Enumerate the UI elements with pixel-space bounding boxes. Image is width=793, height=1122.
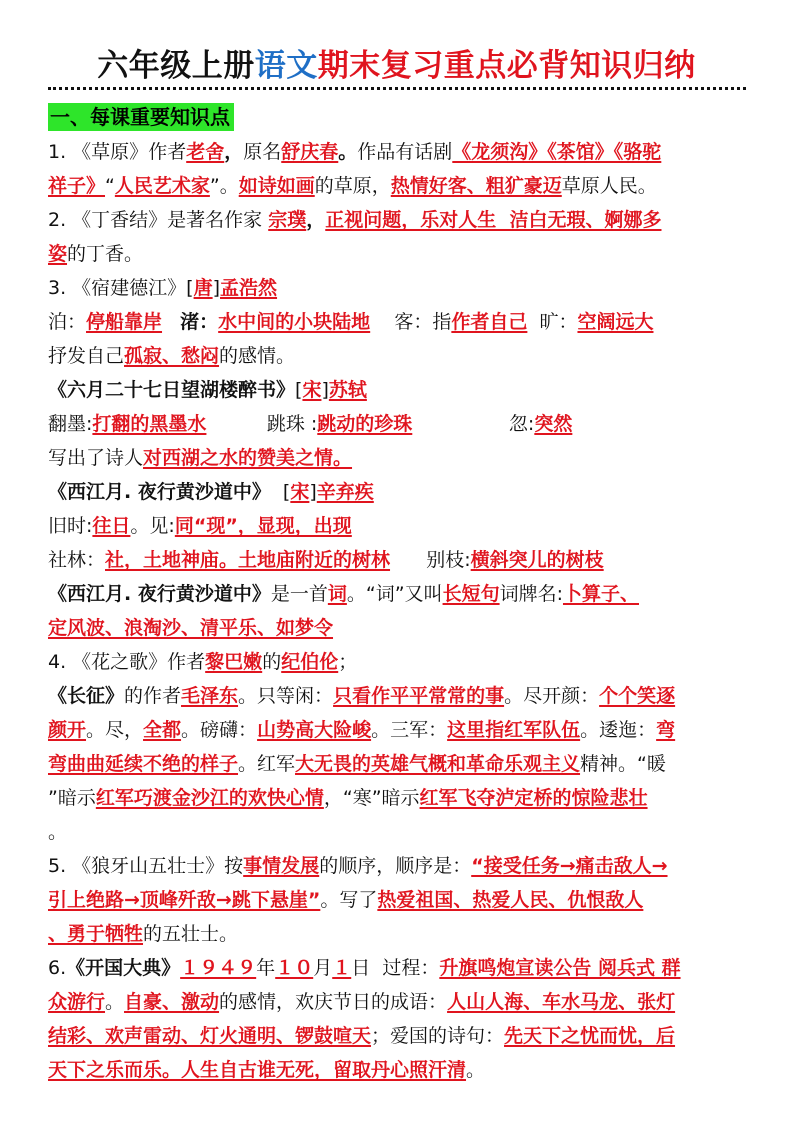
- body-text: 2. 《丁香结》是著名作家: [48, 209, 269, 231]
- answer-text: 人民艺术家: [114, 175, 210, 197]
- text-line: [48, 271, 746, 305]
- text-line: [48, 679, 746, 713]
- body-text: 的五壮士。: [143, 923, 239, 945]
- body-text: 写出了诗人: [48, 447, 144, 469]
- answer-text: 毛泽东: [181, 685, 239, 707]
- bold-text: 《西江月. 夜行黄沙道中》: [48, 481, 271, 503]
- body-text: [: [270, 481, 291, 503]
- body-text: 。写了: [320, 889, 378, 911]
- body-text: [: [295, 379, 303, 401]
- bold-text: 《六月二十七日望湖楼醉书》: [48, 379, 296, 401]
- body-text: 5. 《狼牙山五壮士》按: [48, 855, 244, 877]
- text-line: [48, 883, 746, 917]
- text-line: [48, 475, 746, 509]
- body-text: 的丁香。: [67, 243, 144, 265]
- answer-text: 大无畏的英雄气概和革命乐观主义: [295, 753, 581, 775]
- answer-text: 弯: [656, 719, 676, 741]
- bold-text: 《开国大典》: [66, 957, 181, 979]
- body-text: 的: [262, 651, 282, 673]
- title-part1: 六年级上册: [97, 48, 255, 84]
- body-text: 。磅礴：: [181, 719, 258, 741]
- bold-text: 《西江月. 夜行黄沙道中》: [48, 583, 271, 605]
- answer-text: １: [332, 957, 352, 979]
- text-line: [48, 713, 746, 747]
- text-line: [48, 951, 746, 985]
- answer-text: 如诗如画: [238, 175, 315, 197]
- text-line: [48, 203, 746, 237]
- title-part2: 语文: [254, 48, 318, 84]
- body-text: 忽:: [412, 413, 535, 435]
- body-text: 旷：: [527, 311, 578, 333]
- text-line: [48, 441, 746, 475]
- text-line: [48, 1053, 746, 1087]
- text-line: [48, 407, 746, 441]
- body-text: 日 过程：: [351, 957, 440, 979]
- answer-text: 宋: [290, 481, 310, 503]
- answer-text: 颜开: [48, 719, 87, 741]
- body-text: ]: [309, 481, 317, 503]
- answer-text: 山势高大险峻: [257, 719, 372, 741]
- answer-text: 正视问题，乐对人生 洁白无瑕、婀娜多: [325, 209, 662, 231]
- body-text: 。: [48, 821, 68, 843]
- text-line: [48, 339, 746, 373]
- body-text: 社林：: [48, 549, 106, 571]
- answer-text: 社，土地神庙。土地庙附近的树林: [105, 549, 391, 571]
- text-line: [48, 611, 746, 645]
- answer-text: 姿: [48, 243, 68, 265]
- answer-text: 全都: [143, 719, 182, 741]
- body-text: [162, 311, 180, 333]
- body-text: 作品有话剧: [357, 141, 453, 163]
- text-line: [48, 917, 746, 951]
- body-text: ”暗示: [48, 787, 96, 809]
- answer-text: 跳动的珍珠: [317, 413, 413, 435]
- text-line: [48, 985, 746, 1019]
- answer-text: 停船靠岸: [86, 311, 163, 333]
- section-heading: 一、每课重要知识点: [48, 103, 234, 131]
- answer-text: 横斜突儿的树枝: [470, 549, 604, 571]
- body-text: 3. 《宿建德江》[: [48, 277, 194, 299]
- answer-text: 孤寂、愁闷: [124, 345, 220, 367]
- body-text: 。逶迤：: [580, 719, 657, 741]
- body-text: 的感情，欢庆节日的成语：: [219, 991, 448, 1013]
- answer-text: 宋: [302, 379, 322, 401]
- answer-text: 作者自己: [451, 311, 528, 333]
- body-text: 月: [313, 957, 333, 979]
- answer-text: 空阔远大: [577, 311, 654, 333]
- answer-text: １９４９: [180, 957, 257, 979]
- answer-text: 引上绝路→顶峰歼敌→跳下悬崖”: [48, 889, 321, 911]
- answer-text: 宗璞: [268, 209, 307, 231]
- text-line: [48, 135, 746, 169]
- body-text: 4. 《花之歌》作者: [48, 651, 206, 673]
- body-text: 。见:: [130, 515, 175, 537]
- answer-text: 热爱祖国、热爱人民、仇恨敌人: [377, 889, 644, 911]
- answer-text: 只看作平平常常的事: [333, 685, 505, 707]
- answer-text: 热情好客、粗犷豪迈: [390, 175, 562, 197]
- answer-text: 祥子》: [48, 175, 106, 197]
- bold-text: 。: [338, 141, 358, 163]
- body-text: ]: [212, 277, 221, 299]
- answer-text: 升旗鸣炮宣读公告 阅兵式 群: [439, 957, 681, 979]
- body-text: 的作者: [124, 685, 182, 707]
- body-text: 。“词”又叫: [346, 583, 443, 605]
- bold-text: ，: [224, 141, 244, 163]
- bold-text: ，: [306, 209, 326, 231]
- text-line: [48, 781, 746, 815]
- body-text: 的草原，: [314, 175, 391, 197]
- text-line: [48, 543, 746, 577]
- body-text: 。只等闲：: [238, 685, 334, 707]
- text-line: [48, 645, 746, 679]
- body-text: 年: [256, 957, 276, 979]
- body-text: ；爱国的诗句：: [371, 1025, 505, 1047]
- dotted-divider: [48, 87, 746, 90]
- text-lines: [48, 135, 746, 1087]
- body-text: 精神。“暖: [580, 753, 666, 775]
- body-text: 草原人民。: [561, 175, 657, 197]
- answer-text: 长短句: [442, 583, 500, 605]
- body-text: 抒发自己: [48, 345, 125, 367]
- body-text: 。: [466, 1059, 486, 1081]
- body-text: 。尽开颜：: [504, 685, 600, 707]
- body-text: 的感情。: [219, 345, 296, 367]
- page-title: [0, 46, 793, 86]
- body-text: 。红军: [238, 753, 296, 775]
- bold-text: 渚：: [180, 311, 219, 333]
- answer-text: 众游行: [48, 991, 106, 1013]
- answer-text: 老舍: [186, 141, 225, 163]
- answer-text: 水中间的小块陆地: [218, 311, 371, 333]
- answer-text: 定风波、浪淘沙、清平乐、如梦令: [48, 617, 334, 639]
- text-line: [48, 237, 746, 271]
- body-text: 旧时:: [48, 515, 93, 537]
- answer-text: 打翻的黑墨水: [92, 413, 207, 435]
- answer-text: 辛弃疾: [316, 481, 374, 503]
- answer-text: 事情发展: [243, 855, 320, 877]
- answer-text: 唐: [193, 277, 213, 299]
- section-heading-row: [48, 101, 746, 135]
- answer-text: 、勇于牺牲: [48, 923, 144, 945]
- answer-text: 天下之乐而乐。人生自古谁无死，留取丹心照汗清: [48, 1059, 467, 1081]
- document-body: [48, 101, 746, 1087]
- bold-text: 《长征》: [48, 685, 125, 707]
- text-line: [48, 509, 746, 543]
- text-line: [48, 373, 746, 407]
- body-text: ]: [321, 379, 329, 401]
- body-text: 原名: [243, 141, 282, 163]
- body-text: 的顺序，顺序是：: [319, 855, 472, 877]
- body-text: 。: [105, 991, 125, 1013]
- body-text: 泊：: [48, 311, 87, 333]
- answer-text: 突然: [534, 413, 573, 435]
- text-line: [48, 1019, 746, 1053]
- body-text: “: [105, 175, 115, 197]
- answer-text: 弯曲曲延续不绝的样子: [48, 753, 239, 775]
- answer-text: 人山人海、车水马龙、张灯: [447, 991, 676, 1013]
- title-part3: 期末复习重点必背知识归纳: [317, 48, 696, 84]
- body-text: 作者: [148, 141, 187, 163]
- answer-text: 苏轼: [328, 379, 367, 401]
- body-text: 是一首: [270, 583, 328, 605]
- body-text: 《草原》: [72, 141, 149, 163]
- answer-text: 红军飞夺泸定桥的惊险悲壮: [419, 787, 648, 809]
- body-text: 别枝:: [390, 549, 471, 571]
- answer-text: 个个笑逐: [599, 685, 676, 707]
- body-text: 客：指: [370, 311, 452, 333]
- answer-text: 卜算子、: [562, 583, 639, 605]
- text-line: [48, 747, 746, 781]
- answer-text: 黎巴嫩: [205, 651, 263, 673]
- answer-text: 对西湖之水的赞美之情。: [143, 447, 353, 469]
- answer-text: 同“现”，显现，出现: [174, 515, 352, 537]
- text-line: [48, 169, 746, 203]
- answer-text: 孟浩然: [220, 277, 278, 299]
- answer-text: “接受任务→痛击敌人→: [471, 855, 668, 877]
- answer-text: 结彩、欢声雷动、灯火通明、锣鼓喧天: [48, 1025, 372, 1047]
- answer-text: 《龙须沟》《茶馆》《骆驼: [452, 141, 662, 163]
- answer-text: 往日: [92, 515, 131, 537]
- text-line: [48, 815, 746, 849]
- body-text: ”。: [209, 175, 239, 197]
- body-text: 跳珠 :: [206, 413, 318, 435]
- answer-text: 红军巧渡金沙江的欢快心情: [95, 787, 324, 809]
- body-text: ；: [338, 651, 358, 673]
- answer-text: 词: [327, 583, 347, 605]
- body-text: 翻墨:: [48, 413, 93, 435]
- answer-text: 先天下之忧而忧，后: [504, 1025, 676, 1047]
- body-text: 。三军：: [371, 719, 448, 741]
- body-text: 词牌名:: [499, 583, 563, 605]
- text-line: [48, 849, 746, 883]
- body-text: 。尽，: [86, 719, 144, 741]
- answer-text: 舒庆春: [281, 141, 339, 163]
- answer-text: １０: [275, 957, 314, 979]
- answer-text: 自豪、激动: [124, 991, 220, 1013]
- text-line: [48, 305, 746, 339]
- body-text: ，“寒”暗示: [323, 787, 420, 809]
- answer-text: 纪伯伦: [281, 651, 339, 673]
- answer-text: 这里指红军队伍: [447, 719, 581, 741]
- text-line: [48, 577, 746, 611]
- body-text: 1.: [48, 141, 73, 163]
- body-text: 6.: [48, 957, 67, 979]
